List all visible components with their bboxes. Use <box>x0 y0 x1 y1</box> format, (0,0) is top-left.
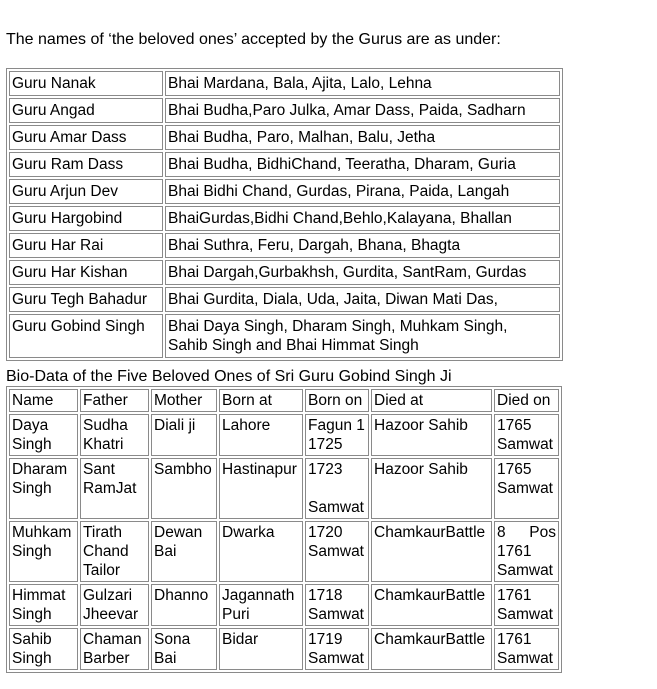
cell-word: Pos <box>529 524 556 541</box>
guru-row <box>9 152 560 177</box>
beloved-ones-cell: Bhai Budha, Paro, Malhan, Balu, Jetha <box>165 125 560 150</box>
cell-line: Hazoor Sahib <box>374 417 468 434</box>
beloved-ones-cell: Bhai Budha, BidhiChand, Teeratha, Dharam, Guria <box>165 152 560 177</box>
cell-line: Hazoor Sahib <box>374 461 468 478</box>
bio-father-cell <box>80 584 149 626</box>
bio-born-on-cell <box>305 521 369 582</box>
cell-line: Sahib <box>12 631 52 648</box>
beloved-ones-line: Sahib Singh and Bhai Himmat Singh <box>168 337 419 354</box>
bio-father-cell <box>80 414 149 456</box>
cell-line: Diali ji <box>154 417 196 434</box>
cell-line <box>308 479 366 498</box>
cell-line: Chaman <box>83 631 142 648</box>
bio-name-cell <box>9 628 78 670</box>
cell-line: Daya <box>12 417 49 434</box>
cell-line: Dharam <box>12 461 68 478</box>
cell-line: Jagannath <box>222 587 295 604</box>
bio-born-at-cell <box>219 414 303 456</box>
bio-died-on-cell <box>494 584 559 626</box>
bio-died-on-cell <box>494 521 559 582</box>
guru-row <box>9 206 560 231</box>
cell-line: 1720 <box>308 524 343 541</box>
bio-father-cell <box>80 458 149 519</box>
bio-born-on-cell <box>305 414 369 456</box>
beloved-ones-line: Bhai Daya Singh, Dharam Singh, Muhkam Singh, <box>168 318 508 335</box>
bio-data-table <box>6 386 562 673</box>
cell-line: Sona <box>154 631 191 648</box>
cell-line: Dhanno <box>154 587 209 604</box>
beloved-ones-cell: Bhai Suthra, Feru, Dargah, Bhana, Bhagta <box>165 233 560 258</box>
cell-line: Samwat <box>308 543 364 560</box>
cell-line <box>497 523 556 542</box>
header-died-on: Died on <box>494 389 559 412</box>
cell-line: ChamkaurBattle <box>374 631 486 648</box>
bio-header-row <box>9 389 559 412</box>
beloved-ones-cell <box>165 314 560 358</box>
cell-line: Bai <box>154 543 177 560</box>
cell-line: Singh <box>12 650 52 667</box>
guru-name-cell: Guru Ram Dass <box>9 152 163 177</box>
bio-data-title: Bio-Data of the Five Beloved Ones of Sri Guru Gobind Singh Ji <box>6 368 452 385</box>
cell-line: Dwarka <box>222 524 275 541</box>
header-mother: Mother <box>151 389 217 412</box>
bio-mother-cell <box>151 628 217 670</box>
cell-line: 1725 <box>308 436 343 453</box>
cell-line: Sambho <box>154 461 212 478</box>
cell-line: Bidar <box>222 631 259 648</box>
beloved-ones-cell: Bhai Bidhi Chand, Gurdas, Pirana, Paida, Langah <box>165 179 560 204</box>
guru-name-cell: Guru Tegh Bahadur <box>9 287 163 312</box>
bio-mother-cell <box>151 521 217 582</box>
guru-name-cell: Guru Hargobind <box>9 206 163 231</box>
cell-line: 1765 <box>497 461 532 478</box>
cell-line: Tirath <box>83 524 123 541</box>
cell-line: Samwat <box>308 650 364 667</box>
bio-name-cell <box>9 521 78 582</box>
bio-row <box>9 628 559 670</box>
guru-row <box>9 98 560 123</box>
bio-died-on-cell <box>494 628 559 670</box>
cell-line: Samwat <box>497 562 553 579</box>
beloved-ones-cell: Bhai Mardana, Bala, Ajita, Lalo, Lehna <box>165 71 560 96</box>
cell-line: Hastinapur <box>222 461 297 478</box>
cell-line: Samwat <box>497 480 553 497</box>
beloved-ones-cell: Bhai Dargah,Gurbakhsh, Gurdita, SantRam, Gurdas <box>165 260 560 285</box>
guru-name-cell: Guru Nanak <box>9 71 163 96</box>
cell-line: Singh <box>12 436 52 453</box>
cell-line: Singh <box>12 606 52 623</box>
guru-row <box>9 314 560 358</box>
cell-line: Dewan <box>154 524 203 541</box>
cell-line: 1718 <box>308 587 343 604</box>
cell-line: Samwat <box>497 650 553 667</box>
intro-text: The names of ‘the beloved ones’ accepted by the Gurus are as under: <box>6 31 501 48</box>
header-born-at: Born at <box>219 389 303 412</box>
cell-line: Singh <box>12 480 52 497</box>
cell-line: Samwat <box>308 606 364 623</box>
cell-line: Khatri <box>83 436 124 453</box>
cell-line: Jheevar <box>83 606 139 623</box>
bio-died-on-cell <box>494 458 559 519</box>
bio-died-on-cell <box>494 414 559 456</box>
gurus-beloved-table <box>6 68 563 361</box>
bio-row <box>9 584 559 626</box>
bio-mother-cell <box>151 458 217 519</box>
cell-line: Puri <box>222 606 250 623</box>
bio-born-on-cell <box>305 458 369 519</box>
cell-line: 1719 <box>308 631 343 648</box>
header-father: Father <box>80 389 149 412</box>
guru-row <box>9 233 560 258</box>
cell-line: Bai <box>154 650 177 667</box>
guru-name-cell: Guru Har Rai <box>9 233 163 258</box>
bio-name-cell <box>9 584 78 626</box>
bio-name-cell <box>9 458 78 519</box>
guru-row <box>9 287 560 312</box>
cell-line: 1761 <box>497 631 532 648</box>
header-name: Name <box>9 389 78 412</box>
header-born-on: Born on <box>305 389 369 412</box>
guru-name-cell: Guru Amar Dass <box>9 125 163 150</box>
guru-row <box>9 125 560 150</box>
bio-row <box>9 521 559 582</box>
beloved-ones-cell: BhaiGurdas,Bidhi Chand,Behlo,Kalayana, Bhallan <box>165 206 560 231</box>
cell-line: ChamkaurBattle <box>374 524 486 541</box>
bio-born-at-cell <box>219 628 303 670</box>
cell-line: 1761 <box>497 543 532 560</box>
cell-word: 8 <box>497 524 506 541</box>
cell-line: Samwat <box>308 499 364 516</box>
cell-line: Singh <box>12 543 52 560</box>
bio-born-on-cell <box>305 584 369 626</box>
header-died-at: Died at <box>371 389 492 412</box>
bio-mother-cell <box>151 584 217 626</box>
cell-line: Muhkam <box>12 524 72 541</box>
bio-died-at-cell <box>371 414 492 456</box>
guru-name-cell: Guru Har Kishan <box>9 260 163 285</box>
cell-line: Lahore <box>222 417 271 434</box>
bio-row <box>9 414 559 456</box>
beloved-ones-cell: Bhai Gurdita, Diala, Uda, Jaita, Diwan Mati Das, <box>165 287 560 312</box>
bio-died-at-cell <box>371 584 492 626</box>
bio-row <box>9 458 559 519</box>
bio-born-at-cell <box>219 458 303 519</box>
bio-father-cell <box>80 521 149 582</box>
guru-name-cell: Guru Gobind Singh <box>9 314 163 358</box>
bio-mother-cell <box>151 414 217 456</box>
bio-died-at-cell <box>371 521 492 582</box>
cell-line: Samwat <box>497 606 553 623</box>
bio-name-cell <box>9 414 78 456</box>
guru-name-cell: Guru Arjun Dev <box>9 179 163 204</box>
cell-line: 1723 <box>308 461 343 478</box>
cell-line: Chand <box>83 543 129 560</box>
cell-line: Tailor <box>83 562 121 579</box>
cell-line: Gulzari <box>83 587 133 604</box>
cell-line: Samwat <box>497 436 553 453</box>
beloved-ones-cell: Bhai Budha,Paro Julka, Amar Dass, Paida, Sadharn <box>165 98 560 123</box>
bio-born-on-cell <box>305 628 369 670</box>
bio-died-at-cell <box>371 458 492 519</box>
cell-line: Fagun 1 <box>308 417 365 434</box>
guru-name-cell: Guru Angad <box>9 98 163 123</box>
bio-father-cell <box>80 628 149 670</box>
cell-line: ChamkaurBattle <box>374 587 486 604</box>
cell-line: Himmat <box>12 587 66 604</box>
guru-row <box>9 71 560 96</box>
cell-line: 1761 <box>497 587 532 604</box>
cell-line: Sudha <box>83 417 128 434</box>
guru-row <box>9 179 560 204</box>
bio-born-at-cell <box>219 584 303 626</box>
cell-line: RamJat <box>83 480 137 497</box>
guru-row <box>9 260 560 285</box>
bio-died-at-cell <box>371 628 492 670</box>
cell-line: Barber <box>83 650 130 667</box>
cell-line: Sant <box>83 461 115 478</box>
cell-line: 1765 <box>497 417 532 434</box>
bio-born-at-cell <box>219 521 303 582</box>
